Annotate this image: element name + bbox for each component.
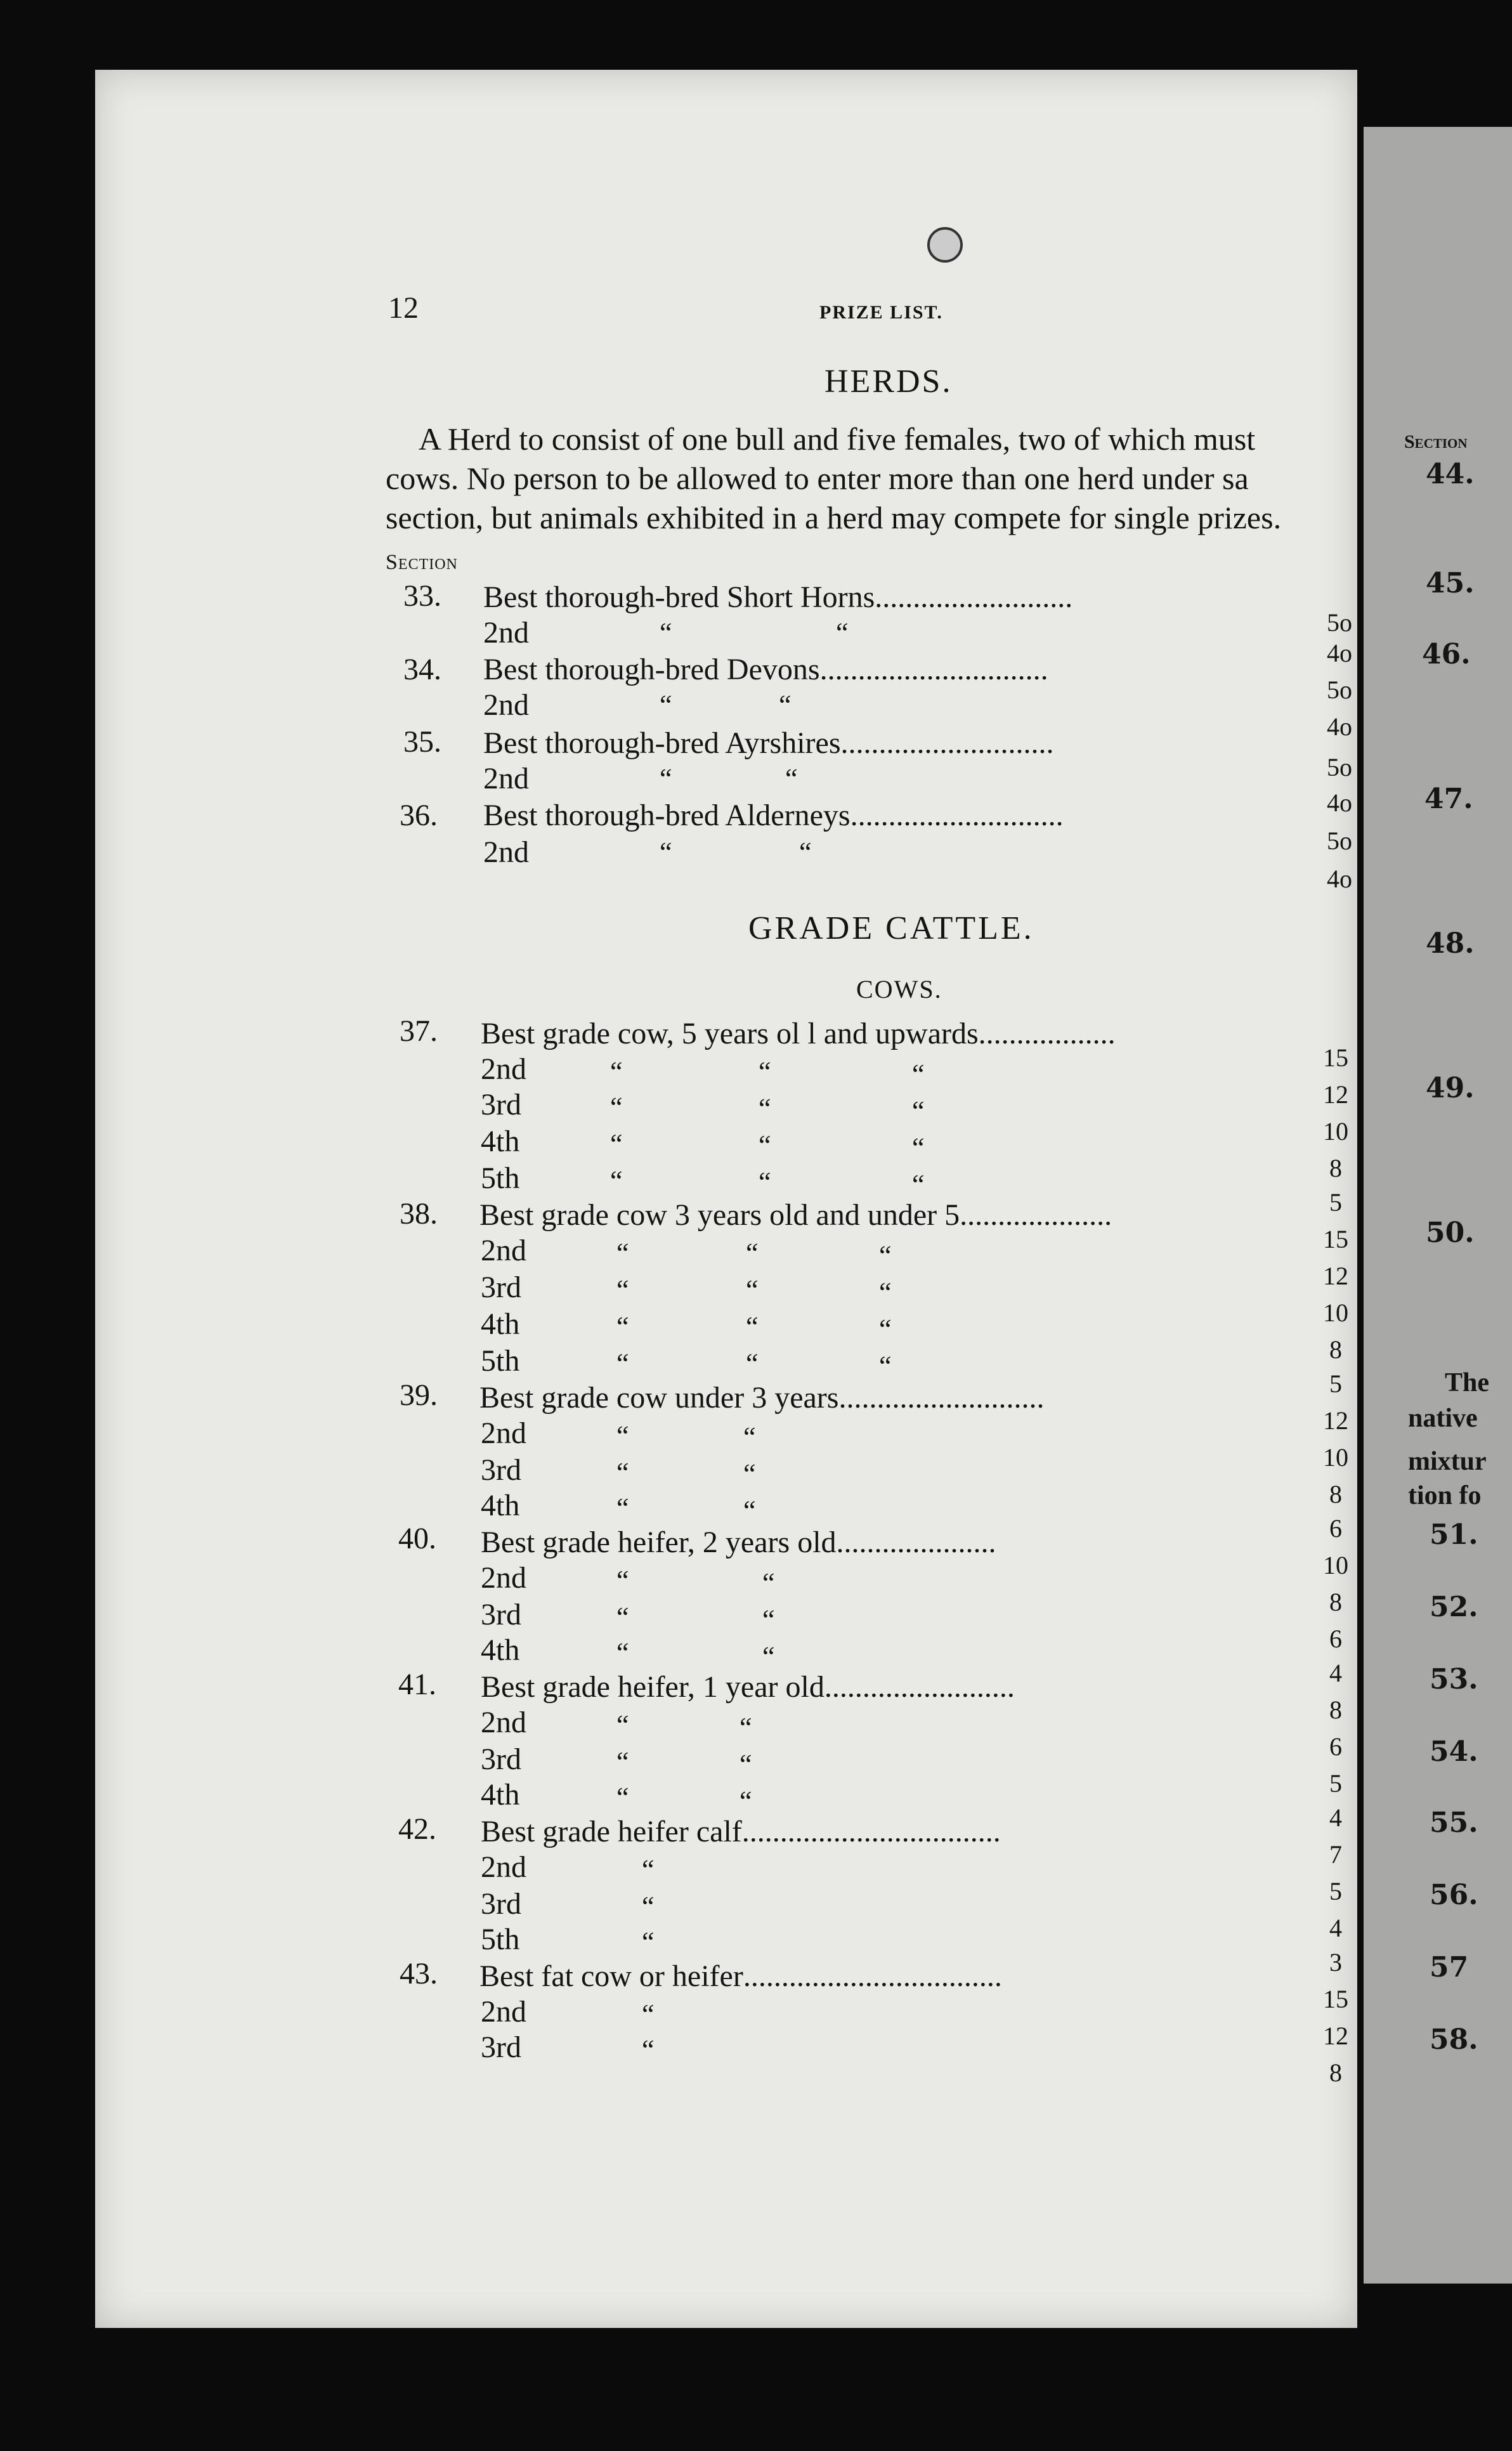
prize-amount: 5o <box>1327 676 1352 704</box>
prize-amount: 6 <box>1329 1732 1342 1761</box>
entry-place: 3rd <box>481 1887 521 1921</box>
prize-amount: 4o <box>1327 788 1352 817</box>
prize-amount: 6 <box>1329 1624 1342 1653</box>
ditto-mark: “ <box>746 1274 759 1305</box>
ditto-mark: “ <box>616 1311 629 1342</box>
ditto-mark: “ <box>616 1602 629 1633</box>
ditto-mark: “ <box>912 1169 925 1200</box>
cows-subheading: COWS. <box>856 975 942 1003</box>
ditto-mark: “ <box>912 1095 925 1127</box>
ditto-mark: “ <box>879 1240 892 1271</box>
entry-number: 37. <box>400 1014 438 1048</box>
entry-number: 38. <box>400 1197 438 1231</box>
prize-amount: 15 <box>1323 1043 1348 1072</box>
prize-amount: 12 <box>1323 1406 1348 1435</box>
ditto-mark: “ <box>743 1495 756 1526</box>
herds-paragraph-line-3: section, but animals exhibited in a herd may compete for single prizes. <box>386 500 1282 535</box>
entry-place: 4th <box>481 1489 520 1522</box>
entry-place: 4th <box>481 1307 520 1341</box>
prize-amount: 5 <box>1329 1769 1342 1798</box>
prize-amount: 4 <box>1329 1914 1342 1942</box>
ditto-mark: “ <box>799 837 812 868</box>
prize-amount: 5o <box>1327 827 1352 855</box>
ditto-mark: “ <box>642 2034 655 2065</box>
adjacent-text-line: native <box>1408 1404 1478 1433</box>
ditto-mark: “ <box>610 1165 623 1196</box>
adjacent-number: 44. <box>1426 458 1475 490</box>
prize-amount: 5 <box>1329 1877 1342 1905</box>
entry-second: 2nd <box>483 835 529 869</box>
herds-heading: HERDS. <box>824 363 953 400</box>
entry-place: 5th <box>481 1161 520 1195</box>
ditto-mark: “ <box>616 1238 629 1269</box>
entry-place: 3rd <box>481 1088 521 1121</box>
ditto-mark: “ <box>740 1786 752 1817</box>
entry-place: 2nd <box>481 1052 526 1086</box>
ditto-mark: “ <box>740 1749 752 1780</box>
entry-number: 41. <box>398 1668 436 1701</box>
entry-number: 39. <box>400 1378 438 1412</box>
entry-place: 2nd <box>481 1416 526 1450</box>
entry-first: Best grade cow under 3 years........................... <box>479 1381 1045 1415</box>
ditto-mark: “ <box>642 1891 655 1922</box>
entry-place: 5th <box>481 1923 520 1956</box>
ditto-mark: “ <box>616 1348 629 1379</box>
entry-place: 5th <box>481 1344 520 1378</box>
entry-first: Best thorough-bred Ayrshires............................ <box>483 726 1054 760</box>
ditto-mark: “ <box>759 1167 771 1198</box>
entry-number: 34. <box>403 653 441 686</box>
herds-paragraph-line-2: cows. No person to be allowed to enter more than one herd under sa <box>386 461 1249 496</box>
entry-number: 35. <box>403 725 441 759</box>
entry-place: 2nd <box>481 1850 526 1884</box>
ditto-mark: “ <box>616 1637 629 1668</box>
prize-amount: 8 <box>1329 1588 1342 1616</box>
ditto-mark: “ <box>660 690 672 721</box>
entry-place: 4th <box>481 1125 520 1158</box>
prize-amount: 5 <box>1329 1188 1342 1217</box>
adjacent-number: 57 <box>1430 1951 1469 1984</box>
adjacent-number: 55. <box>1430 1807 1478 1839</box>
prize-amount: 4 <box>1329 1659 1342 1687</box>
entry-second: 2nd <box>483 688 529 722</box>
prize-amount: 8 <box>1329 2058 1342 2087</box>
ditto-mark: “ <box>616 1274 629 1305</box>
entry-place: 2nd <box>481 1995 526 2029</box>
prize-amount: 15 <box>1323 1985 1348 2013</box>
ditto-mark: “ <box>762 1567 775 1598</box>
ditto-mark: “ <box>610 1092 623 1123</box>
prize-amount: 8 <box>1329 1480 1342 1508</box>
entry-first: Best grade heifer, 1 year old......................... <box>481 1670 1015 1704</box>
entry-number: 36. <box>400 799 438 832</box>
ditto-mark: “ <box>616 1565 629 1596</box>
prize-amount: 5o <box>1327 608 1352 637</box>
prize-amount: 12 <box>1323 2022 1348 2050</box>
prize-amount: 6 <box>1329 1514 1342 1543</box>
adjacent-text-line: The <box>1445 1368 1490 1397</box>
adjacent-number: 54. <box>1430 1735 1478 1768</box>
prize-amount: 12 <box>1323 1080 1348 1109</box>
entry-number: 43. <box>400 1957 438 1990</box>
ditto-mark: “ <box>740 1712 752 1743</box>
entry-place: 2nd <box>481 1234 526 1267</box>
ornament-icon <box>927 227 963 263</box>
entry-place: 2nd <box>481 1706 526 1739</box>
entry-place: 3rd <box>481 1742 521 1776</box>
entry-first: Best thorough-bred Devons.............................. <box>483 653 1048 686</box>
prize-amount: 8 <box>1329 1154 1342 1182</box>
ditto-mark: “ <box>759 1093 771 1124</box>
ditto-mark: “ <box>660 837 672 868</box>
entry-place: 4th <box>481 1633 520 1667</box>
section-label: Section <box>386 551 458 574</box>
prize-amount: 8 <box>1329 1696 1342 1724</box>
prize-amount: 10 <box>1323 1443 1348 1472</box>
entry-place: 4th <box>481 1778 520 1812</box>
ditto-mark: “ <box>759 1056 771 1087</box>
ditto-mark: “ <box>879 1314 892 1345</box>
ditto-mark: “ <box>616 1420 629 1451</box>
prize-amount: 4o <box>1327 865 1352 893</box>
adjacent-number: 53. <box>1430 1663 1478 1696</box>
ditto-mark: “ <box>879 1277 892 1308</box>
adjacent-number: 48. <box>1426 927 1475 960</box>
prize-amount: 10 <box>1323 1117 1348 1146</box>
ditto-mark: “ <box>759 1130 771 1161</box>
ditto-mark: “ <box>912 1132 925 1163</box>
ditto-mark: “ <box>616 1709 629 1741</box>
entry-place: 2nd <box>481 1561 526 1595</box>
ditto-mark: “ <box>616 1493 629 1524</box>
entry-place: 3rd <box>481 1598 521 1631</box>
prize-amount: 8 <box>1329 1335 1342 1364</box>
adjacent-number: 52. <box>1430 1591 1478 1623</box>
ditto-mark: “ <box>642 1854 655 1885</box>
adjacent-text-line: tion fo <box>1408 1481 1482 1510</box>
ditto-mark: “ <box>642 1999 655 2030</box>
ditto-mark: “ <box>616 1782 629 1813</box>
prize-amount: 12 <box>1323 1262 1348 1290</box>
ditto-mark: “ <box>785 763 798 794</box>
ditto-mark: “ <box>762 1604 775 1635</box>
ditto-mark: “ <box>610 1128 623 1160</box>
ditto-mark: “ <box>746 1311 759 1342</box>
entry-place: 3rd <box>481 1453 521 1487</box>
prize-amount: 4 <box>1329 1803 1342 1832</box>
ditto-mark: “ <box>746 1238 759 1269</box>
ditto-mark: “ <box>642 1926 655 1958</box>
prize-amount: 10 <box>1323 1298 1348 1327</box>
entry-second: 2nd <box>483 762 529 795</box>
entry-first: Best grade heifer calf.................................. <box>481 1815 1001 1848</box>
adjacent-number: 56. <box>1430 1879 1478 1911</box>
entry-place: 3rd <box>481 2030 521 2064</box>
adjacent-number: 51. <box>1430 1519 1478 1551</box>
entry-number: 40. <box>398 1522 436 1555</box>
adjacent-number: 46. <box>1422 638 1471 670</box>
ditto-mark: “ <box>660 763 672 794</box>
ditto-mark: “ <box>610 1056 623 1087</box>
prize-amount: 3 <box>1329 1948 1342 1977</box>
entry-first: Best fat cow or heifer.................................. <box>479 1959 1002 1993</box>
ditto-mark: “ <box>616 1457 629 1488</box>
adjacent-section-label: Section <box>1404 431 1468 452</box>
ditto-mark: “ <box>762 1641 775 1672</box>
prize-amount: 4o <box>1327 712 1352 741</box>
page-number: 12 <box>388 291 419 325</box>
herds-paragraph-line-1: A Herd to consist of one bull and five females, two of which must <box>419 421 1256 457</box>
ditto-mark: “ <box>616 1746 629 1777</box>
ditto-mark: “ <box>912 1059 925 1090</box>
entry-first: Best thorough-bred Short Horns.......................... <box>483 580 1073 614</box>
ditto-mark: “ <box>879 1350 892 1382</box>
entry-first: Best grade heifer, 2 years old..................... <box>481 1526 996 1559</box>
ditto-mark: “ <box>743 1422 756 1453</box>
prize-amount: 7 <box>1329 1840 1342 1869</box>
adjacent-number: 47. <box>1424 783 1473 815</box>
prize-amount: 15 <box>1323 1225 1348 1253</box>
prize-amount: 4o <box>1327 639 1352 667</box>
prize-amount: 5o <box>1327 753 1352 781</box>
adjacent-number: 50. <box>1426 1217 1475 1249</box>
entry-first: Best grade cow, 5 years ol l and upwards.................. <box>481 1017 1116 1050</box>
entry-number: 42. <box>398 1812 436 1846</box>
ditto-mark: “ <box>743 1458 756 1489</box>
entry-number: 33. <box>403 579 441 613</box>
ditto-mark: “ <box>660 617 672 648</box>
entry-place: 3rd <box>481 1271 521 1304</box>
ditto-mark: “ <box>779 690 792 721</box>
adjacent-text-line: mixtur <box>1408 1447 1487 1476</box>
entry-first: Best thorough-bred Alderneys............................ <box>483 799 1064 832</box>
running-title: PRIZE LIST. <box>819 302 943 323</box>
adjacent-number: 49. <box>1426 1072 1475 1104</box>
prize-amount: 10 <box>1323 1551 1348 1579</box>
grade-cattle-heading: GRADE CATTLE. <box>748 910 1034 946</box>
adjacent-number: 45. <box>1426 567 1475 599</box>
entry-first: Best grade cow 3 years old and under 5.................... <box>479 1198 1112 1232</box>
adjacent-number: 58. <box>1430 2023 1478 2056</box>
ditto-mark: “ <box>836 617 849 648</box>
prize-amount: 5 <box>1329 1369 1342 1398</box>
ditto-mark: “ <box>746 1348 759 1379</box>
entry-second: 2nd <box>483 616 529 650</box>
